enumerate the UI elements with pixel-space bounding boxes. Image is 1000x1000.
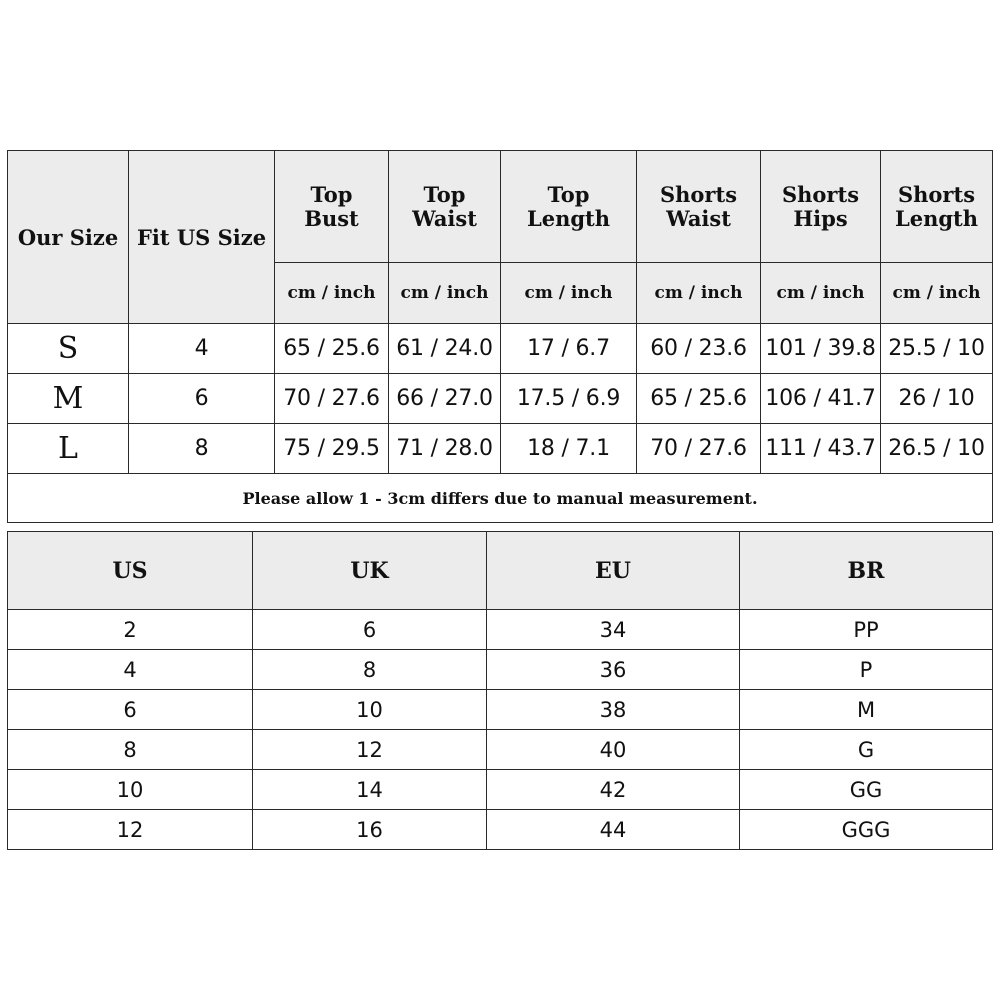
size-row-m [8,374,993,424]
unit-shorts-hips: cm / inch [761,263,881,324]
eu-value: 42 [487,770,740,810]
header-our-size: Our Size [8,151,129,324]
fit-us-size: 8 [129,424,275,474]
header-top-bust-line1: Top [310,181,353,207]
unit-shorts-length: cm / inch [881,263,993,324]
shorts-length-value: 26 / 10 [881,374,993,424]
header-top-waist-line1: Top [423,181,466,207]
shorts-waist-value: 65 / 25.6 [637,374,761,424]
size-conversion-table [7,531,993,850]
header-br: BR [740,532,993,610]
header-top-bust [275,151,389,263]
us-value: 6 [8,690,253,730]
top-length-value: 17.5 / 6.9 [501,374,637,424]
top-bust-value: 70 / 27.6 [275,374,389,424]
uk-value: 16 [253,810,487,850]
top-waist-value: 66 / 27.0 [389,374,501,424]
header-shorts-length [881,151,993,263]
size-row-l [8,424,993,474]
shorts-waist-value: 60 / 23.6 [637,324,761,374]
header-shorts-waist [637,151,761,263]
top-waist-value: 61 / 24.0 [389,324,501,374]
eu-value: 38 [487,690,740,730]
uk-value: 6 [253,610,487,650]
unit-shorts-waist: cm / inch [637,263,761,324]
shorts-length-value: 26.5 / 10 [881,424,993,474]
br-value: G [740,730,993,770]
header-top-waist [389,151,501,263]
br-value: P [740,650,993,690]
us-value: 10 [8,770,253,810]
us-value: 4 [8,650,253,690]
table-row [8,690,993,730]
table-row [8,730,993,770]
unit-top-length: cm / inch [501,263,637,324]
br-value: GGG [740,810,993,850]
us-value: 12 [8,810,253,850]
eu-value: 44 [487,810,740,850]
top-waist-value: 71 / 28.0 [389,424,501,474]
table-row [8,810,993,850]
header-top-length-line2: Length [526,205,611,231]
header-shorts-waist-line2: Waist [666,205,731,231]
br-value: M [740,690,993,730]
header-fit-us-size: Fit US Size [129,151,275,324]
shorts-length-value: 25.5 / 10 [881,324,993,374]
header-eu: EU [487,532,740,610]
header-shorts-length-line2: Length [894,205,979,231]
br-value: PP [740,610,993,650]
header-top-bust-line2: Bust [304,205,359,231]
header-us: US [8,532,253,610]
eu-value: 34 [487,610,740,650]
shorts-hips-value: 101 / 39.8 [761,324,881,374]
uk-value: 8 [253,650,487,690]
table-row [8,610,993,650]
fit-us-size: 4 [129,324,275,374]
size-label: L [8,424,129,474]
header-top-waist-line2: Waist [412,205,477,231]
measurement-note: Please allow 1 - 3cm differs due to manual measurement. [8,474,993,523]
header-shorts-hips-line2: Hips [793,205,848,231]
header-uk: UK [253,532,487,610]
uk-value: 10 [253,690,487,730]
size-label: S [8,324,129,374]
top-length-value: 18 / 7.1 [501,424,637,474]
shorts-hips-value: 106 / 41.7 [761,374,881,424]
us-value: 8 [8,730,253,770]
header-top-length [501,151,637,263]
eu-value: 36 [487,650,740,690]
unit-top-waist: cm / inch [389,263,501,324]
header-shorts-waist-line1: Shorts [659,181,738,207]
header-shorts-hips-line1: Shorts [781,181,860,207]
uk-value: 12 [253,730,487,770]
size-row-s [8,324,993,374]
size-chart-table [7,150,993,523]
shorts-hips-value: 111 / 43.7 [761,424,881,474]
size-label: M [8,374,129,424]
eu-value: 40 [487,730,740,770]
top-bust-value: 65 / 25.6 [275,324,389,374]
table-row [8,650,993,690]
unit-top-bust: cm / inch [275,263,389,324]
br-value: GG [740,770,993,810]
shorts-waist-value: 70 / 27.6 [637,424,761,474]
table-row [8,770,993,810]
header-shorts-hips [761,151,881,263]
header-shorts-length-line1: Shorts [897,181,976,207]
us-value: 2 [8,610,253,650]
top-length-value: 17 / 6.7 [501,324,637,374]
top-bust-value: 75 / 29.5 [275,424,389,474]
header-top-length-line1: Top [547,181,590,207]
fit-us-size: 6 [129,374,275,424]
uk-value: 14 [253,770,487,810]
